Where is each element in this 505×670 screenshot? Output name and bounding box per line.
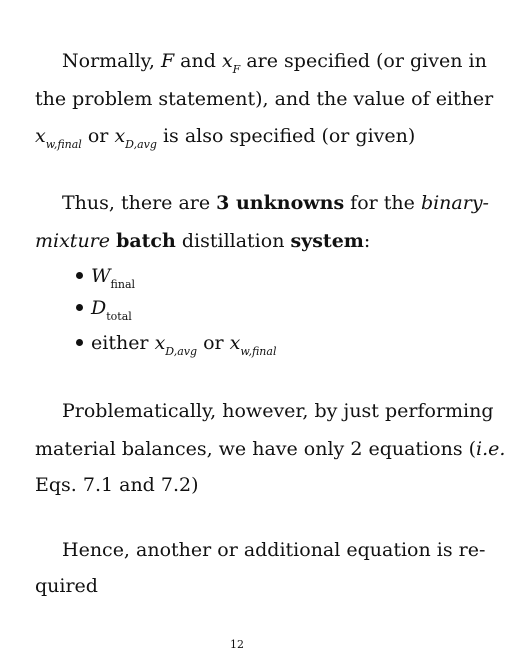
subscript: w,final — [45, 138, 82, 151]
paragraph-3-line-3: Eqs. 7.1 and 7.2) — [35, 474, 199, 496]
var-x: x — [154, 332, 166, 354]
var-x: x — [229, 332, 241, 354]
bullet-icon — [76, 304, 83, 311]
italic-text: i.e. — [476, 438, 505, 460]
paragraph-2-line-1 — [62, 194, 489, 213]
text: either — [91, 332, 155, 354]
italic-text: mixture — [35, 230, 111, 252]
paragraph-3-line-2 — [35, 440, 505, 459]
paragraph-3-line-1: Problematically, however, by just performing — [62, 400, 494, 422]
subscript: D,avg — [165, 345, 198, 358]
text: is also specified (or given) — [156, 125, 416, 147]
var-x: x — [35, 125, 46, 147]
paragraph-2-line-2 — [35, 232, 370, 251]
bold-text: system — [290, 230, 364, 252]
paragraph-1-line-3 — [35, 125, 416, 151]
subscript: D,avg — [125, 138, 157, 151]
bullet-icon — [76, 272, 83, 279]
list-item — [76, 297, 132, 323]
paragraph-4-line-2: quired — [35, 575, 98, 597]
subscript: final — [110, 278, 136, 291]
paragraph-4-line-1: Hence, another or additional equation is re- — [62, 539, 486, 561]
list-item — [76, 265, 136, 291]
text: are specified (or given in — [240, 50, 487, 72]
text: : — [363, 230, 371, 252]
var-D: D — [91, 297, 107, 319]
subscript: total — [106, 310, 132, 323]
text: Normally, — [62, 50, 161, 72]
text: or — [197, 332, 230, 354]
subscript: F — [232, 63, 241, 76]
text: and — [174, 50, 222, 72]
text: Thus, there are — [62, 192, 217, 214]
var-W: W — [91, 265, 111, 287]
text: material balances, we have only 2 equations ( — [35, 438, 477, 460]
text: distillation — [175, 230, 291, 252]
var-F: F — [160, 50, 175, 72]
text: or — [81, 125, 115, 147]
text: for the — [344, 192, 421, 214]
var-x: x — [114, 125, 126, 147]
italic-text: binary- — [420, 192, 489, 214]
bold-text: batch — [116, 230, 176, 252]
var-x: x — [221, 50, 233, 72]
page-number: 12 — [230, 638, 244, 651]
bullet-icon — [76, 339, 83, 346]
subscript: w,final — [240, 345, 277, 358]
paragraph-1-line-1 — [62, 50, 487, 76]
paragraph-1-line-2: the problem statement), and the value of either — [35, 88, 494, 110]
bold-text: 3 unknowns — [216, 192, 345, 214]
list-item — [76, 332, 277, 358]
